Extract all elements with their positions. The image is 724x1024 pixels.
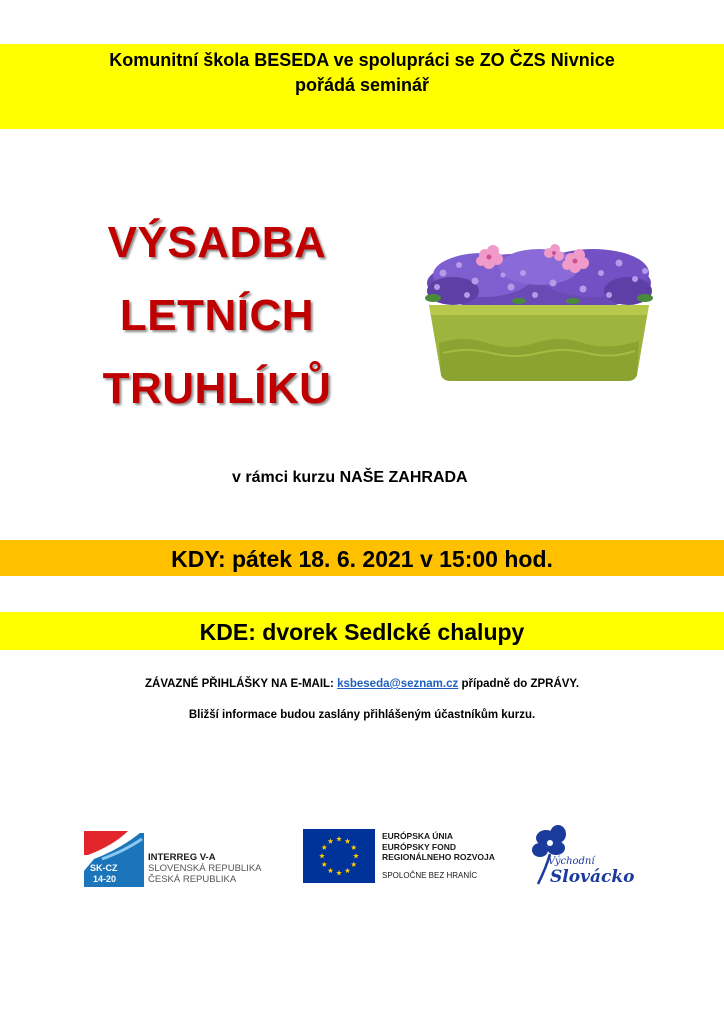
- header: [0, 48, 724, 98]
- interreg-country-cz: ČESKÁ REPUBLIKA: [148, 874, 237, 885]
- eu-line2: EURÓPSKY FOND: [382, 841, 456, 852]
- interreg-name: INTERREG V-A: [148, 852, 216, 863]
- header-organizer: Komunitní škola BESEDA ve spolupráci se ZO ČZS Nivnice: [109, 50, 615, 70]
- registration-prefix: ZÁVAZNÉ PŘIHLÁŠKY NA E-MAIL:: [144, 678, 338, 690]
- eu-fund-text: [382, 831, 495, 881]
- registration-line: [0, 678, 724, 690]
- vychodni-slovacko-logo: [526, 824, 635, 894]
- course-info: v rámci kurzu NAŠE ZAHRADA: [232, 469, 468, 486]
- region-line1: Východní: [548, 856, 595, 867]
- eu-motto: SPOLOČNE BEZ HRANÍC: [382, 870, 478, 880]
- info-line: Bližší informace budou zaslány přihlášeným účastníkům kurzu.: [188, 709, 536, 721]
- eu-flag-icon: [303, 829, 375, 883]
- event-location: KDE: dvorek Sedlcké chalupy: [199, 619, 525, 645]
- flower-planter-image: [423, 243, 655, 383]
- eu-line3: REGIONÁLNEHO ROZVOJA: [382, 852, 495, 862]
- interreg-badge-icon: [84, 831, 144, 887]
- interreg-badge-line1: SK-CZ: [90, 863, 118, 873]
- title-line-1: VÝSADBA: [107, 218, 327, 267]
- interreg-logo: [84, 829, 284, 889]
- title-line-2: LETNÍCH: [119, 291, 315, 340]
- interreg-badge-line2: 14-20: [93, 874, 117, 884]
- eu-line1: EURÓPSKA ÚNIA: [382, 831, 453, 841]
- email-link[interactable]: ksbeseda@seznam.cz: [337, 678, 459, 690]
- interreg-country-sk: SLOVENSKÁ REPUBLIKA: [148, 863, 262, 874]
- region-line2: Slovácko: [550, 867, 635, 887]
- event-date: KDY: pátek 18. 6. 2021 v 15:00 hod.: [171, 546, 553, 572]
- title-line-3: TRUHLÍKŮ: [102, 364, 332, 413]
- header-subtitle: pořádá seminář: [294, 75, 430, 95]
- registration-suffix: případně do ZPRÁVY.: [458, 678, 580, 690]
